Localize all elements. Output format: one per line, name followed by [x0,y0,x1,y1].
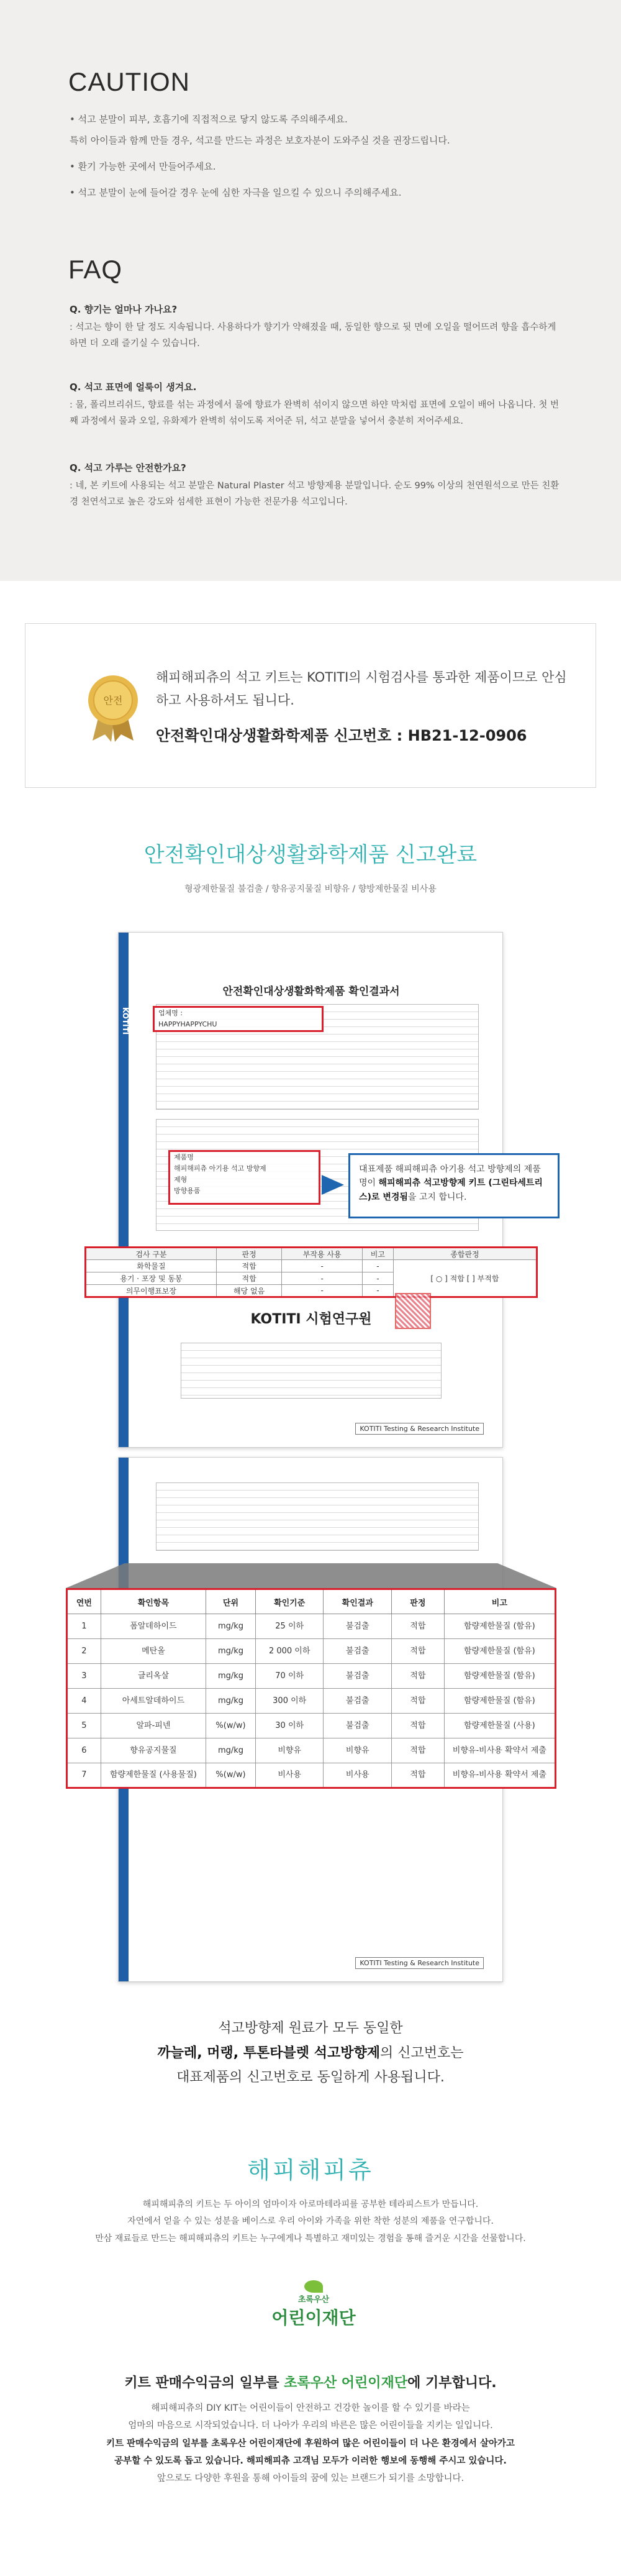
table-row [67,1664,556,1689]
form-value: 방향용품 [174,1187,201,1195]
result-header: 연번 [67,1589,101,1614]
result-cell: 적합 [392,1763,445,1788]
result-cell: 25 이하 [255,1614,324,1639]
report-subtitle: 형광제한물질 불검출 / 향유공지물질 비향유 / 향방제한물질 비사용 [184,884,437,894]
result-cell: 불검출 [324,1714,392,1738]
result-cell: %(w/w) [206,1714,256,1738]
faq-answer: : 네, 본 키트에 사용되는 석고 분말은 Natural Plaster 석고 방향제용 분말입니다. 순도 99% 이상의 천연원석으로 만든 친환경 천연석고로 높은 강도와 섬세한 표현이 가능한 전문가용 석고입니다. [70,481,560,508]
result-cell: 비향유-비사용 확약서 제출 [444,1738,555,1763]
table-row [67,1714,556,1738]
table-row [86,1260,537,1272]
result-cell: 6 [67,1738,101,1763]
result-cell: 적합 [392,1689,445,1714]
judge-header: 비고 [362,1248,393,1260]
judge-cell: - [362,1272,393,1285]
result-cell: 2 [67,1639,101,1664]
medal-icon [86,674,140,742]
caution-faq-section [0,0,621,581]
donation-line: 앞으로도 다양한 후원을 통해 아이들의 꿈에 있는 브랜드가 되기를 소망합니다. [156,2473,465,2484]
result-cell: 5 [67,1714,101,1738]
faq-answer: : 물, 폴리브리쉬드, 향료를 섞는 과정에서 물에 향료가 완벽히 섞이지 않으면 하얀 막처럼 표면에 오일이 배어 나옵니다. 첫 번째 과정에서 물과 오일, 유화제가 완벽히 섞이도록 저어준 뒤, 석고 분말을 넣어서 충분히 저어주세요. [70,400,560,427]
cert-number: 안전확인대상생활화학제품 신고번호 : HB21-12-0906 [156,727,527,744]
judge-header: 부작용 사용 [282,1248,363,1260]
result-cell: 비사용 [255,1763,324,1788]
table-row [67,1689,556,1714]
judge-cell: 적합 [216,1260,282,1272]
lab-name: KOTITI 시험연구원 [250,1312,372,1327]
doc-title: 안전확인대상생활화학제품 확인결과서 [222,985,400,998]
donation-description [0,2400,621,2487]
result-cell: 향유공지물질 [101,1738,206,1763]
brand-description [0,2196,621,2247]
result-cell: 함량제한물질 (사용) [444,1714,555,1738]
callout-text: 대표제품 해피해피츄 아기용 석고 방향제의 제품명이 [359,1164,541,1189]
judgement-table [84,1246,538,1298]
result-cell: mg/kg [206,1639,256,1664]
kotiti-vertical-label: KOTITI [121,1007,130,1035]
result-cell: 4 [67,1689,101,1714]
donation-line-bold: 키트 판매수익금의 일부를 초록우산 어린이재단에 후원하여 많은 어린이들이 더 나은 환경에서 살아가고 [106,2438,515,2449]
judge-cell: 용기 · 포장 및 동봉 [86,1272,217,1285]
product-value: 해피해피츄 아기용 석고 방향제 [174,1164,266,1172]
caution-title: CAUTION [68,67,190,96]
judge-header: 종합판정 [393,1248,537,1260]
result-cell: 불검출 [324,1614,392,1639]
callout-text-end: 을 고지 합니다. [407,1192,467,1202]
foundation-logo-main: 어린이재단 [271,2308,356,2328]
note-line: 대표제품의 신고번호로 동일하게 사용됩니다. [176,2070,445,2086]
result-header: 확인항목 [101,1589,206,1614]
result-cell: 불검출 [324,1689,392,1714]
result-cell: 적합 [392,1714,445,1738]
official-stamp [395,1293,431,1329]
judge-cell: 적합 [216,1272,282,1285]
rename-callout [348,1153,560,1218]
judge-cell: - [362,1260,393,1272]
judge-cell: - [282,1285,363,1297]
results-body [67,1614,556,1788]
result-header: 확인기준 [255,1589,324,1614]
judge-cell: 화학물질 [86,1260,217,1272]
report-document-page-1 [118,932,543,1448]
callout-arrow [322,1175,344,1195]
result-cell: 7 [67,1763,101,1788]
donation-title-foundation: 초록우산 어린이재단 [284,2375,408,2391]
faq-item [70,379,566,429]
judge-cell: - [362,1285,393,1297]
result-cell: 비향유 [324,1738,392,1763]
medal-text: 안전 [103,695,123,706]
brand-desc-line: 자연에서 얻을 수 있는 성분을 베이스로 우리 아이와 가족을 위한 착한 성분의 제품을 연구합니다. [127,2216,494,2227]
result-cell: 함량제한물질 (함유) [444,1689,555,1714]
judge-header: 검사 구분 [86,1248,217,1260]
product-highlight [168,1150,320,1205]
result-cell: 비사용 [324,1763,392,1788]
result-header: 확인결과 [324,1589,392,1614]
faq-answer: : 석고는 향이 한 달 정도 지속됩니다. 사용하다가 향기가 약해졌을 때, 동일한 향으로 뒷 면에 오일을 떨어뜨려 향을 흡수하게 하면 더 오래 즐기실 수 있습니다. [70,322,556,349]
form-label: 제형 [174,1176,188,1184]
table-row [67,1639,556,1664]
company-highlight [153,1006,324,1032]
result-cell: mg/kg [206,1614,256,1639]
result-cell: 함량제한물질 (함유) [444,1639,555,1664]
judge-cell: 의무이행표보장 [86,1285,217,1297]
note-bold: 까늘레, 머랭, 투톤타블렛 석고방향제 [157,2045,380,2061]
judge-cell: 해당 없음 [216,1285,282,1297]
result-cell: mg/kg [206,1738,256,1763]
result-cell: mg/kg [206,1689,256,1714]
faq-question: Q. 석고 가루는 안전한가요? [70,462,186,473]
faq-question: Q. 석고 표면에 얼룩이 생겨요. [70,381,197,393]
caution-list [70,112,560,211]
result-cell: 적합 [392,1639,445,1664]
table-row [67,1738,556,1763]
result-cell: 1 [67,1614,101,1639]
brand-desc-line: 해피해피츄의 키트는 두 아이의 엄마이자 아로마테라피를 공부한 테라피스트가 만듭니다. [142,2199,479,2209]
result-cell: 함량제한물질 (함유) [444,1664,555,1689]
judge-final: [ ○ ] 적합 [ ] 부적합 [393,1260,537,1297]
company-value: HAPPYHAPPYCHU [158,1020,217,1028]
judge-cell: - [282,1272,363,1285]
result-cell: 글리옥살 [101,1664,206,1689]
result-cell: 메탄올 [101,1639,206,1664]
caution-item: 특히 아이들과 함께 만들 경우, 석고를 만드는 과정은 보호자분이 도와주실 것을 권장드립니다. [70,135,450,146]
result-cell: 폼알데하이드 [101,1614,206,1639]
table-row [67,1763,556,1788]
result-header: 단위 [206,1589,256,1614]
result-header: 비고 [444,1589,555,1614]
judge-cell: - [282,1260,363,1272]
caution-item: • 환기 가능한 곳에서 만들어주세요. [70,161,216,172]
table-row [67,1614,556,1639]
result-cell: 비향유 [255,1738,324,1763]
donation-title-post: 에 기부합니다. [407,2375,497,2391]
report-heading: 안전확인대상생활화학제품 신고완료 [143,843,478,867]
report-document-page-2 [76,1457,546,1982]
result-cell: 함량제한물질 (함유) [444,1614,555,1639]
result-header: 판정 [392,1589,445,1614]
result-cell: 불검출 [324,1639,392,1664]
doc-form-grid [156,1482,479,1551]
result-cell: 함량제한물질 (사용물질) [101,1763,206,1788]
donation-title-pre: 키트 판매수익금의 일부를 [124,2375,284,2391]
brand-desc-line: 만삼 재료들로 만드는 해피해피츄의 키트는 누구에게나 특별하고 재미있는 경험을 통해 즐거운 시간을 선물합니다. [95,2233,526,2244]
result-cell: 아세트알데하이드 [101,1689,206,1714]
foundation-logo-top: 초록우산 [297,2295,330,2304]
donation-title [0,2372,621,2391]
foundation-logo [261,2293,366,2342]
note-line: 석고방향제 원료가 모두 동일한 [218,2021,403,2036]
callout-bold: 해피해피츄 석고방향제 키트 (그린타세트리스)로 변경됨 [359,1178,543,1202]
donation-line: 해피해피츄의 DIY KIT는 어린이들이 안전하고 건강한 놀이를 할 수 있기를 바라는 [151,2403,470,2413]
result-cell: mg/kg [206,1664,256,1689]
leaf-icon [304,2280,323,2293]
result-cell: 적합 [392,1738,445,1763]
kotiti-cert-box [25,623,596,788]
results-table [66,1588,556,1789]
doc-footer: KOTITI Testing & Research Institute [355,1423,484,1435]
donation-line-bold: 공부할 수 있도록 돕고 있습니다. 해피해피츄 고객님 모두가 이러한 행보에 동행해 주시고 있습니다. [114,2455,507,2466]
result-cell: 적합 [392,1664,445,1689]
faq-question: Q. 향기는 얼마나 가나요? [70,304,178,315]
caution-item: • 석고 분말이 눈에 들어갈 경우 눈에 심한 자극을 일으킬 수 있으니 주의해주세요. [70,187,402,198]
result-cell: 70 이하 [255,1664,324,1689]
doc-notes [181,1343,442,1399]
result-cell: 30 이하 [255,1714,324,1738]
product-label: 제품명 [174,1153,194,1161]
result-cell: 3 [67,1664,101,1689]
result-cell: 2 000 이하 [255,1639,324,1664]
brand-title: 해피해피츄 [247,2157,374,2184]
result-cell: 적합 [392,1614,445,1639]
note-line: 의 신고번호는 [379,2045,464,2061]
judge-header: 판정 [216,1248,282,1260]
doc-footer: KOTITI Testing & Research Institute [355,1957,484,1969]
faq-title: FAQ [68,255,123,284]
faq-item [70,301,566,352]
result-cell: 알파-피넨 [101,1714,206,1738]
report-documents [76,932,546,1988]
result-cell: 비향유-비사용 확약서 제출 [444,1763,555,1788]
cert-description: 해피해피츄의 석고 키트는 KOTITI의 시험검사를 통과한 제품이므로 안심하고 사용하셔도 됩니다. [156,670,567,708]
company-label: 업체명 : [158,1009,183,1017]
donation-line: 엄마의 마음으로 시작되었습니다. 더 나아가 우리의 바른은 많은 어린이들을 지키는 일입니다. [128,2421,493,2431]
table-zoom-shadow [66,1563,556,1588]
result-cell: 불검출 [324,1664,392,1689]
shared-registration-note [0,2016,621,2090]
result-cell: 300 이하 [255,1689,324,1714]
faq-item [70,460,566,510]
result-cell: %(w/w) [206,1763,256,1788]
caution-item: • 석고 분말이 피부, 호흡기에 직접적으로 닿지 않도록 주의해주세요. [70,114,348,125]
